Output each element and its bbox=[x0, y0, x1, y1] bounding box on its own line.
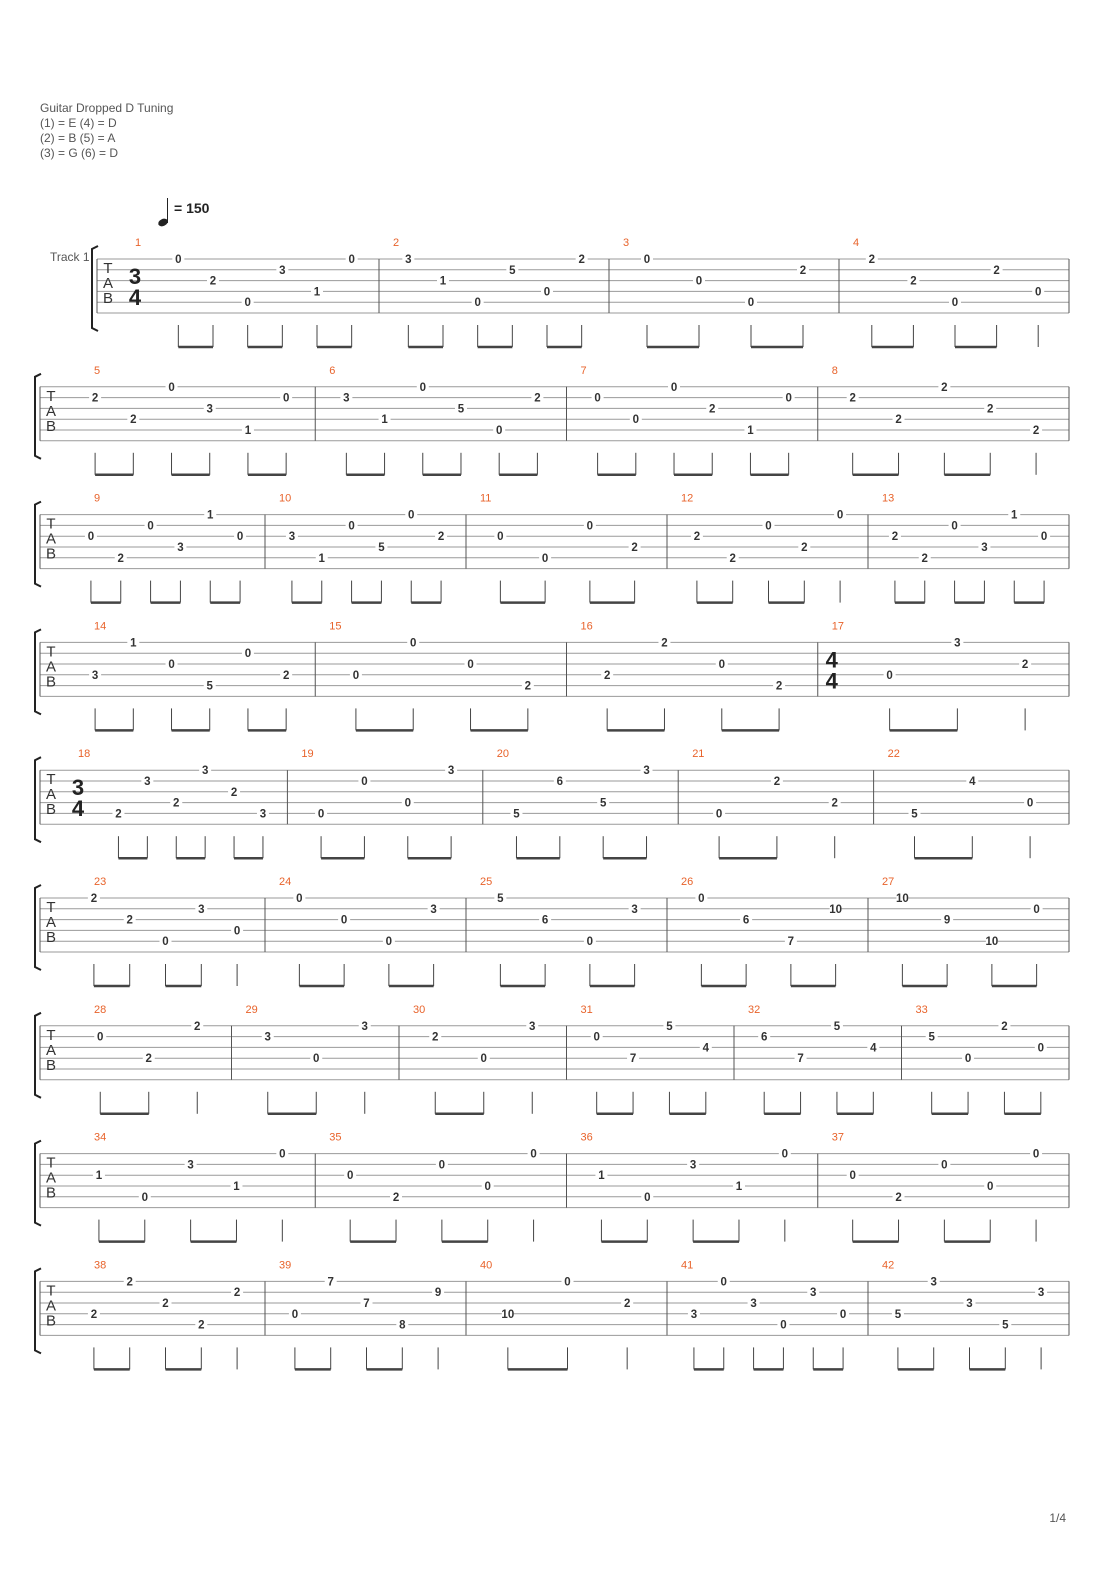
tab-clef-letter: T bbox=[46, 1026, 56, 1044]
fret-number: 0 bbox=[279, 1148, 286, 1161]
fret-number: 0 bbox=[348, 520, 355, 533]
measure-number: 20 bbox=[496, 748, 510, 761]
fret-number: 0 bbox=[410, 637, 417, 650]
fret-number: 0 bbox=[1026, 797, 1034, 810]
measure-number: 28 bbox=[94, 1003, 107, 1016]
fret-number: 0 bbox=[541, 552, 549, 565]
fret-number: 5 bbox=[509, 264, 516, 277]
measure-number: 8 bbox=[831, 364, 838, 377]
fret-number: 2 bbox=[209, 275, 217, 288]
fret-number: 0 bbox=[987, 1181, 994, 1193]
fret-number: 3 bbox=[966, 1298, 973, 1310]
fret-number: 0 bbox=[785, 392, 792, 405]
fret-number: 10 bbox=[501, 1308, 515, 1321]
fret-number: 2 bbox=[693, 531, 701, 544]
measure-number: 42 bbox=[882, 1259, 895, 1272]
time-signature-bottom: 4 bbox=[128, 285, 142, 310]
fret-number: 5 bbox=[833, 1020, 841, 1033]
fret-number: 2 bbox=[1021, 659, 1029, 671]
fret-number: 0 bbox=[780, 1319, 787, 1332]
fret-number: 3 bbox=[279, 264, 286, 277]
fret-number: 3 bbox=[259, 808, 267, 821]
fret-number: 2 bbox=[117, 552, 124, 565]
fret-number: 5 bbox=[457, 403, 465, 416]
fret-number: 0 bbox=[419, 381, 426, 394]
tab-clef-letter: A bbox=[45, 658, 57, 676]
fret-number: 0 bbox=[168, 381, 175, 394]
fret-number: 0 bbox=[236, 531, 244, 544]
tab-clef-letter: T bbox=[46, 387, 56, 405]
measure-number: 33 bbox=[915, 1003, 928, 1016]
fret-number: 6 bbox=[541, 914, 549, 927]
tab-clef-letter: T bbox=[46, 515, 56, 533]
measure-number: 9 bbox=[94, 492, 101, 505]
fret-number: 1 bbox=[598, 1170, 605, 1183]
fret-number: 0 bbox=[698, 893, 705, 905]
measure-number: 17 bbox=[831, 620, 844, 633]
measure-number: 35 bbox=[329, 1131, 342, 1144]
fret-number: 2 bbox=[145, 1053, 152, 1066]
measure-number: 39 bbox=[279, 1259, 292, 1272]
fret-number: 0 bbox=[87, 531, 95, 544]
fret-number: 0 bbox=[175, 254, 182, 266]
fret-number: 1 bbox=[735, 1181, 743, 1193]
fret-number: 0 bbox=[564, 1276, 571, 1289]
fret-number: 2 bbox=[126, 1276, 133, 1289]
fret-number: 0 bbox=[480, 1053, 487, 1066]
fret-number: 0 bbox=[317, 808, 325, 821]
fret-number: 0 bbox=[964, 1053, 972, 1066]
fret-number: 0 bbox=[244, 297, 251, 310]
fret-number: 1 bbox=[318, 552, 325, 565]
fret-number: 2 bbox=[910, 275, 917, 288]
fret-number: 0 bbox=[951, 297, 959, 310]
fret-number: 2 bbox=[524, 680, 532, 693]
fret-number: 9 bbox=[943, 914, 951, 927]
time-signature-bottom: 4 bbox=[71, 796, 85, 822]
fret-number: 0 bbox=[1040, 531, 1048, 544]
tuning-line-3: (3) = G (6) = D bbox=[40, 146, 119, 160]
tab-clef-letter: B bbox=[45, 1312, 57, 1330]
fret-number: 0 bbox=[951, 520, 958, 533]
fret-number: 0 bbox=[715, 808, 723, 821]
measure-number: 32 bbox=[748, 1003, 761, 1016]
fret-number: 1 bbox=[747, 425, 754, 437]
fret-number: 3 bbox=[750, 1298, 757, 1310]
tab-clef-letter: T bbox=[46, 771, 56, 789]
fret-number: 2 bbox=[868, 254, 876, 266]
fret-number: 0 bbox=[141, 1191, 148, 1204]
measure-number: 13 bbox=[882, 492, 895, 505]
fret-number: 6 bbox=[556, 776, 564, 788]
fret-number: 3 bbox=[631, 903, 638, 916]
fret-number: 2 bbox=[173, 797, 180, 810]
time-signature-bottom: 4 bbox=[825, 668, 838, 694]
fret-number: 0 bbox=[340, 914, 348, 927]
fret-number: 4 bbox=[702, 1042, 710, 1055]
fret-number: 10 bbox=[895, 893, 909, 905]
fret-number: 2 bbox=[1001, 1020, 1008, 1033]
fret-number: 3 bbox=[1037, 1287, 1045, 1300]
fret-number: 1 bbox=[207, 509, 214, 522]
measure-number: 41 bbox=[681, 1259, 694, 1272]
measure-number: 7 bbox=[580, 364, 587, 377]
fret-number: 2 bbox=[194, 1020, 201, 1033]
measure-number: 36 bbox=[580, 1131, 593, 1144]
measure-number: 26 bbox=[681, 876, 694, 888]
tab-clef-letter: A bbox=[45, 1297, 57, 1315]
measure-number: 25 bbox=[480, 876, 493, 888]
tab-clef-letter: B bbox=[45, 545, 57, 563]
fret-number: 0 bbox=[747, 297, 755, 310]
fret-number: 3 bbox=[187, 1159, 194, 1172]
fret-number: 0 bbox=[1033, 903, 1040, 916]
fret-number: 5 bbox=[599, 797, 607, 810]
fret-number: 3 bbox=[405, 254, 412, 266]
fret-number: 0 bbox=[586, 936, 594, 949]
fret-number: 2 bbox=[631, 542, 638, 554]
fret-number: 2 bbox=[987, 403, 994, 416]
fret-number: 0 bbox=[543, 286, 551, 299]
fret-number: 0 bbox=[352, 669, 360, 682]
fret-number: 2 bbox=[1032, 425, 1040, 437]
tuning-line-2: (2) = B (5) = A bbox=[40, 131, 116, 145]
fret-number: 3 bbox=[144, 776, 151, 788]
fret-number: 0 bbox=[291, 1308, 299, 1321]
fret-number: 0 bbox=[586, 520, 594, 533]
fret-number: 2 bbox=[993, 264, 1000, 277]
measure-number: 24 bbox=[279, 876, 292, 888]
tab-clef-letter: B bbox=[45, 929, 57, 946]
measure-number: 18 bbox=[78, 748, 91, 761]
fret-number: 1 bbox=[313, 286, 321, 299]
fret-number: 1 bbox=[95, 1170, 103, 1183]
fret-number: 0 bbox=[644, 1191, 651, 1204]
fret-number: 1 bbox=[233, 1181, 240, 1193]
fret-number: 2 bbox=[392, 1191, 400, 1204]
fret-number: 0 bbox=[886, 669, 893, 682]
fret-number: 2 bbox=[801, 542, 808, 554]
fret-number: 2 bbox=[230, 786, 238, 799]
fret-number: 0 bbox=[97, 1031, 104, 1044]
tuning-line-1: (1) = E (4) = D bbox=[40, 116, 117, 130]
fret-number: 2 bbox=[895, 414, 902, 427]
fret-number: 4 bbox=[870, 1042, 877, 1055]
measure-number: 11 bbox=[480, 492, 492, 505]
fret-number: 3 bbox=[264, 1031, 271, 1044]
fret-number: 0 bbox=[282, 392, 290, 405]
fret-number: 2 bbox=[849, 392, 856, 405]
tab-clef-letter: A bbox=[45, 786, 57, 804]
tab-clef-letter: B bbox=[45, 1056, 57, 1074]
fret-number: 0 bbox=[484, 1181, 491, 1193]
measure-number: 16 bbox=[580, 620, 593, 633]
measure-number: 1 bbox=[135, 237, 142, 249]
fret-number: 0 bbox=[593, 1031, 600, 1044]
fret-number: 0 bbox=[839, 1308, 847, 1321]
fret-number: 3 bbox=[529, 1020, 536, 1033]
time-signature-top: 3 bbox=[128, 264, 142, 289]
fret-number: 7 bbox=[629, 1053, 637, 1066]
tab-clef-letter: T bbox=[46, 1154, 56, 1172]
fret-number: 0 bbox=[849, 1170, 856, 1183]
time-signature-top: 4 bbox=[825, 647, 838, 673]
measure-number: 37 bbox=[831, 1131, 844, 1144]
fret-number: 2 bbox=[162, 1298, 169, 1310]
fret-number: 3 bbox=[288, 531, 296, 544]
fret-number: 6 bbox=[760, 1031, 768, 1044]
measure-number: 14 bbox=[94, 620, 107, 633]
fret-number: 2 bbox=[91, 392, 99, 405]
fret-number: 2 bbox=[198, 1319, 205, 1332]
tab-clef-letter: T bbox=[46, 643, 56, 661]
tab-clef-letter: B bbox=[45, 1184, 57, 1202]
fret-number: 2 bbox=[115, 808, 122, 821]
fret-number: 5 bbox=[513, 808, 520, 821]
measure-number: 27 bbox=[882, 876, 895, 888]
fret-number: 1 bbox=[439, 275, 447, 288]
fret-number: 1 bbox=[244, 425, 252, 437]
fret-number: 2 bbox=[233, 1287, 241, 1300]
measure-number: 4 bbox=[853, 237, 860, 249]
tab-clef-letter: A bbox=[45, 1041, 57, 1059]
fret-number: 0 bbox=[162, 936, 169, 949]
fret-number: 3 bbox=[690, 1308, 698, 1321]
fret-number: 0 bbox=[313, 1053, 320, 1066]
fret-number: 7 bbox=[327, 1276, 334, 1289]
fret-number: 3 bbox=[689, 1159, 697, 1172]
fret-number: 5 bbox=[911, 808, 918, 821]
fret-number: 3 bbox=[810, 1287, 817, 1300]
fret-number: 0 bbox=[718, 659, 725, 671]
fret-number: 2 bbox=[799, 264, 807, 277]
measure-number: 23 bbox=[94, 876, 107, 888]
fret-number: 5 bbox=[666, 1020, 673, 1033]
page-number: 1/4 bbox=[1049, 1511, 1066, 1525]
measure-number: 40 bbox=[480, 1259, 493, 1272]
fret-number: 5 bbox=[894, 1308, 902, 1321]
tab-clef-letter: A bbox=[45, 914, 57, 931]
tab-clef-letter: A bbox=[45, 1169, 57, 1187]
fret-number: 0 bbox=[836, 509, 844, 522]
fret-number: 3 bbox=[198, 903, 205, 916]
fret-number: 2 bbox=[432, 1031, 439, 1044]
fret-number: 2 bbox=[709, 403, 716, 416]
fret-number: 0 bbox=[941, 1159, 948, 1172]
track-label: Track 1 bbox=[50, 250, 90, 264]
fret-number: 2 bbox=[831, 797, 838, 810]
tab-clef-letter: T bbox=[103, 260, 113, 277]
tab-clef-letter: A bbox=[45, 402, 57, 420]
tab-clef-letter: B bbox=[45, 801, 57, 819]
fret-number: 3 bbox=[954, 637, 961, 650]
measure-number: 21 bbox=[692, 748, 705, 761]
fret-number: 10 bbox=[985, 936, 999, 949]
fret-number: 0 bbox=[348, 254, 355, 266]
fret-number: 5 bbox=[206, 680, 213, 693]
tab-clef-letter: B bbox=[45, 417, 57, 435]
fret-number: 0 bbox=[497, 531, 504, 544]
fret-number: 3 bbox=[343, 392, 350, 405]
fret-number: 5 bbox=[1002, 1319, 1009, 1332]
tab-clef-letter: B bbox=[45, 673, 57, 691]
fret-number: 0 bbox=[1034, 286, 1042, 299]
fret-number: 3 bbox=[91, 669, 99, 682]
fret-number: 0 bbox=[1032, 1148, 1040, 1161]
fret-number: 2 bbox=[891, 531, 899, 544]
fret-number: 0 bbox=[385, 936, 393, 949]
fret-number: 5 bbox=[928, 1031, 935, 1044]
measure-number: 38 bbox=[94, 1259, 107, 1272]
fret-number: 4 bbox=[969, 776, 976, 788]
fret-number: 2 bbox=[921, 552, 928, 565]
fret-number: 2 bbox=[775, 680, 783, 693]
fret-number: 0 bbox=[670, 381, 678, 394]
fret-number: 9 bbox=[434, 1287, 442, 1300]
fret-number: 0 bbox=[346, 1170, 354, 1183]
tab-clef-letter: B bbox=[102, 290, 114, 307]
fret-number: 2 bbox=[282, 669, 290, 682]
measure-number: 19 bbox=[301, 748, 314, 761]
fret-number: 2 bbox=[895, 1191, 902, 1204]
fret-number: 6 bbox=[742, 914, 750, 927]
measure-number: 3 bbox=[623, 237, 630, 249]
measure-number: 22 bbox=[887, 748, 900, 761]
fret-number: 0 bbox=[594, 392, 601, 405]
fret-number: 1 bbox=[1011, 509, 1018, 522]
fret-number: 2 bbox=[773, 776, 781, 788]
fret-number: 0 bbox=[244, 648, 252, 661]
fret-number: 0 bbox=[1037, 1042, 1045, 1055]
measure-number: 12 bbox=[681, 492, 694, 505]
tab-clef-letter: A bbox=[102, 275, 114, 292]
fret-number: 3 bbox=[430, 903, 437, 916]
fret-number: 2 bbox=[661, 637, 668, 650]
fret-number: 3 bbox=[206, 403, 213, 416]
fret-number: 0 bbox=[695, 275, 703, 288]
measure-number: 6 bbox=[329, 364, 336, 377]
fret-number: 0 bbox=[474, 297, 481, 310]
measure-number: 2 bbox=[393, 237, 400, 249]
measure-number: 34 bbox=[94, 1131, 107, 1144]
fret-number: 0 bbox=[632, 414, 640, 427]
fret-number: 2 bbox=[534, 392, 541, 405]
tab-clef-letter: T bbox=[46, 899, 56, 916]
fret-number: 0 bbox=[233, 925, 241, 938]
tab-clef-letter: A bbox=[45, 530, 57, 548]
fret-number: 0 bbox=[765, 520, 772, 533]
fret-number: 2 bbox=[623, 1298, 631, 1310]
fret-number: 0 bbox=[530, 1148, 537, 1161]
measure-number: 5 bbox=[94, 364, 101, 377]
fret-number: 1 bbox=[381, 414, 388, 427]
tuning-title: Guitar Dropped D Tuning bbox=[40, 101, 174, 115]
fret-number: 0 bbox=[404, 797, 411, 810]
fret-number: 5 bbox=[378, 542, 385, 554]
fret-number: 1 bbox=[130, 637, 137, 650]
fret-number: 0 bbox=[147, 520, 154, 533]
fret-number: 3 bbox=[201, 765, 209, 778]
fret-number: 0 bbox=[467, 659, 474, 671]
measure-number: 31 bbox=[580, 1003, 593, 1016]
fret-number: 8 bbox=[399, 1319, 406, 1332]
fret-number: 2 bbox=[90, 1308, 98, 1321]
measure-number: 10 bbox=[279, 492, 292, 505]
fret-number: 0 bbox=[438, 1159, 446, 1172]
fret-number: 2 bbox=[130, 414, 137, 427]
fret-number: 3 bbox=[361, 1020, 368, 1033]
fret-number: 0 bbox=[720, 1276, 727, 1289]
fret-number: 2 bbox=[90, 893, 98, 905]
fret-number: 10 bbox=[829, 903, 843, 916]
fret-number: 5 bbox=[497, 893, 504, 905]
fret-number: 7 bbox=[787, 936, 795, 949]
fret-number: 0 bbox=[168, 659, 175, 671]
time-signature-top: 3 bbox=[71, 775, 85, 801]
tab-clef-letter: T bbox=[46, 1282, 56, 1300]
measure-number: 29 bbox=[245, 1003, 258, 1016]
fret-number: 2 bbox=[941, 381, 948, 394]
fret-number: 7 bbox=[363, 1298, 370, 1310]
tempo-text: = 150 bbox=[174, 200, 210, 216]
fret-number: 0 bbox=[643, 254, 651, 266]
fret-number: 2 bbox=[603, 669, 611, 682]
fret-number: 3 bbox=[930, 1276, 937, 1289]
fret-number: 2 bbox=[578, 254, 585, 266]
fret-number: 7 bbox=[797, 1053, 804, 1066]
fret-number: 0 bbox=[408, 509, 415, 522]
fret-number: 2 bbox=[729, 552, 736, 565]
fret-number: 2 bbox=[437, 531, 445, 544]
fret-number: 0 bbox=[361, 776, 368, 788]
measure-number: 30 bbox=[413, 1003, 426, 1016]
fret-number: 0 bbox=[495, 425, 503, 437]
measure-number: 15 bbox=[329, 620, 342, 633]
fret-number: 3 bbox=[981, 542, 988, 554]
fret-number: 0 bbox=[781, 1148, 789, 1161]
fret-number: 3 bbox=[643, 765, 650, 778]
fret-number: 0 bbox=[296, 893, 303, 905]
fret-number: 3 bbox=[177, 542, 184, 554]
fret-number: 3 bbox=[447, 765, 455, 778]
fret-number: 2 bbox=[126, 914, 133, 927]
